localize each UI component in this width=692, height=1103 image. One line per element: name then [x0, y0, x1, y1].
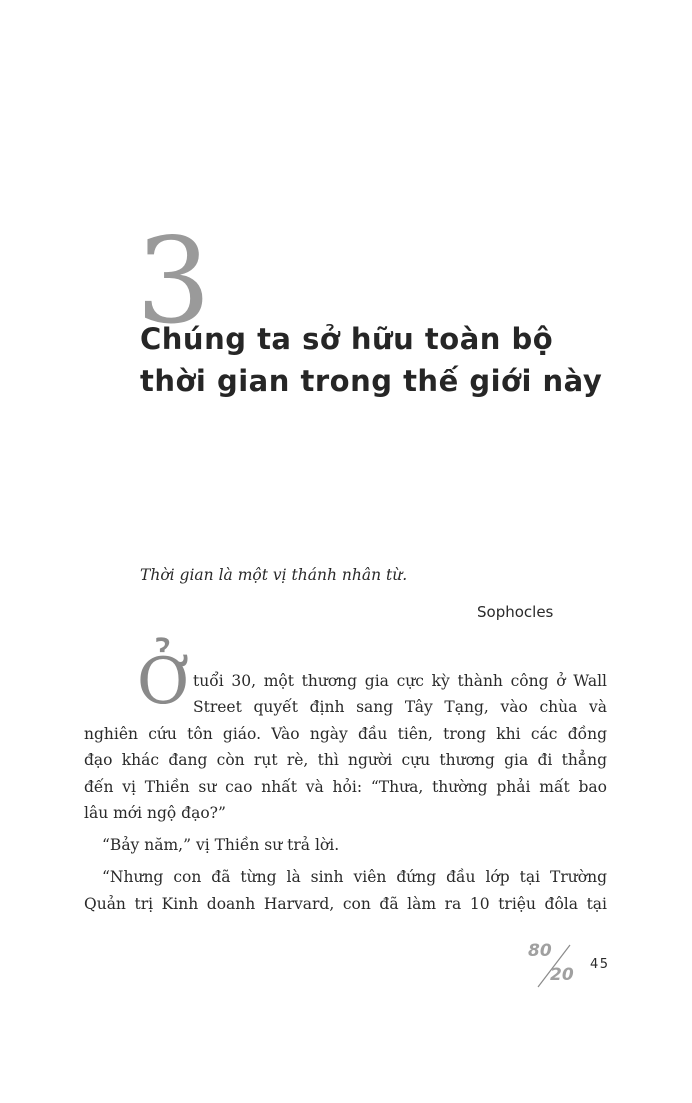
chapter-number: 3 — [136, 212, 212, 350]
body-line: Street quyết định sang Tây Tạng, vào chùa và — [193, 698, 607, 716]
body-line: “Nhưng con đã từng là sinh viên đứng đầu lớp tại Trường — [102, 868, 607, 886]
logo-top-number: 80 — [528, 941, 552, 961]
epigraph-author: Sophocles — [477, 603, 554, 621]
body-line: đến vị Thiền sư cao nhất và hỏi: “Thưa, thường phải mất bao — [84, 778, 607, 796]
page-number: 45 — [590, 957, 610, 972]
chapter-title — [140, 318, 640, 402]
body-line: lâu mới ngộ đạo?” — [84, 804, 226, 822]
epigraph-quote: Thời gian là một vị thánh nhân từ. — [140, 566, 408, 584]
body-line: tuổi 30, một thương gia cực kỳ thành công ở Wall — [193, 672, 607, 690]
logo-bottom-number: 20 — [550, 965, 574, 985]
body-line: “Bảy năm,” vị Thiền sư trả lời. — [102, 836, 340, 854]
drop-cap: Ở — [137, 645, 190, 719]
body-line: Quản trị Kinh doanh Harvard, con đã làm ra 10 triệu đôla tại — [84, 895, 607, 913]
body-line: đạo khác đang còn rụt rè, thì người cựu thương gia đi thẳng — [84, 751, 607, 769]
chapter-title-line: Chúng ta sở hữu toàn bộ — [140, 322, 554, 356]
book-logo — [528, 943, 576, 989]
body-line: nghiên cứu tôn giáo. Vào ngày đầu tiên, trong khi các đồng — [84, 725, 607, 743]
chapter-title-line: thời gian trong thế giới này — [140, 364, 603, 398]
